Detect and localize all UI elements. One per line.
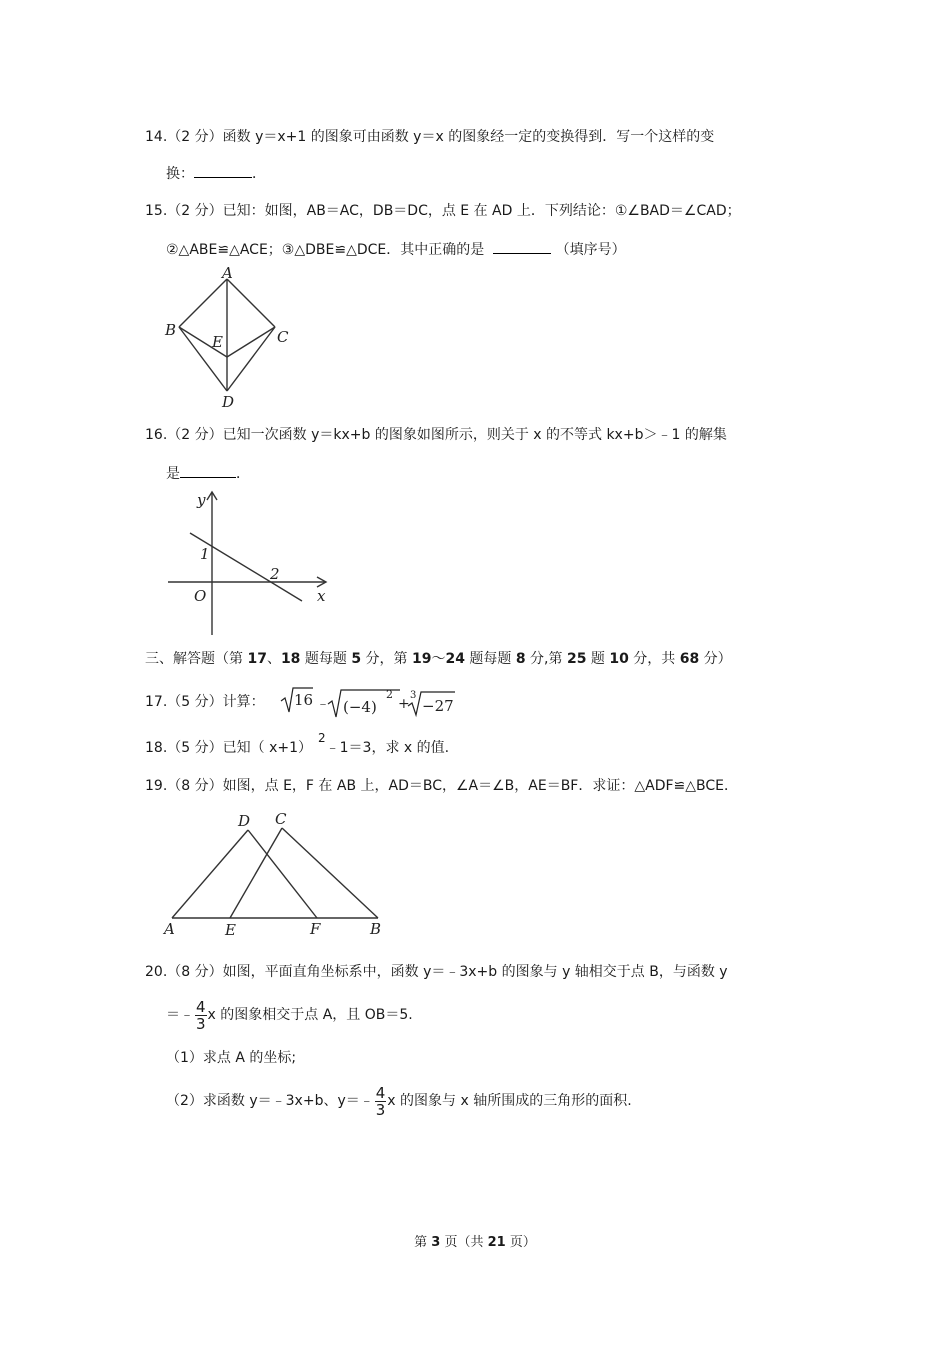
fraction [375,1085,387,1118]
sh-num: 19 [411,651,432,667]
q15-line1: 15.（2 分）已知：如图，AB＝AC，DB＝DC，点 E 在 AD 上．下列结论：①∠BAD＝∠CAD； [145,203,741,219]
q14-line2-suffix: ． [252,166,266,182]
label-D: D [238,812,251,830]
label-A: A [222,265,233,282]
sqrt-radicand-neg4: (−4) [343,698,377,716]
label-x: x [317,587,326,605]
label-B: B [370,920,382,938]
q20-line1: 20.（8 分）如图，平面直角坐标系中，函数 y＝﹣3x+b 的图象与 y 轴相交于点 B，与函数 y [145,964,728,980]
q20-sub2-suffix: x 的图象与 x 轴所围成的三角形的面积. [387,1093,632,1109]
section-heading [145,649,732,669]
q17-prefix: 17.（5 分）计算： [145,694,265,710]
q20-sub2-prefix: （2）求函数 y＝﹣3x+b、y＝﹣ [166,1093,374,1109]
footer-text: 页（共 [440,1235,488,1250]
sh-text: ～ [431,651,446,667]
sh-num: 18 [280,651,301,667]
q19-line1: 19.（8 分）如图，点 E，F 在 AB 上，AD＝BC，∠A＝∠B，AE＝BF．求证：△ADF≌△BCE． [145,778,739,794]
q14-line2-prefix: 换： [166,166,194,182]
answer-blank [180,463,236,478]
q15-line2-suffix: （填序号） [555,242,626,258]
q15-line2 [166,239,626,260]
footer-text: 第 [414,1235,432,1250]
q18-suffix: ﹣1＝3，求 x 的值. [325,740,450,756]
plus-sign: + [398,696,410,712]
sh-text: 题每题 [300,651,352,667]
footer-text: 页） [505,1235,536,1250]
sh-text: 题每题 [464,651,516,667]
sh-text: 分，第 [361,651,412,667]
sh-num: 17 [247,651,267,667]
q16-line2-prefix: 是 [166,466,180,482]
sh-text: 分，共 [628,651,680,667]
sh-num: 68 [679,651,700,667]
label-2: 2 [270,565,280,583]
q14-line1: 14.（2 分）函数 y＝x+1 的图象可由函数 y＝x 的图象经一定的变换得到．写一个这样的变 [145,129,715,145]
page-total: 21 [487,1235,506,1250]
exponent-2: 2 [386,688,393,701]
label-E: E [212,333,223,351]
q16-line1: 16.（2 分）已知一次函数 y＝kx+b 的图象如图所示，则关于 x 的不等式 kx+b＞﹣1 的解集 [145,427,727,443]
q16-line2-suffix: ． [236,466,250,482]
label-E: E [225,921,236,939]
fraction [195,999,207,1032]
label-1: 1 [200,545,210,563]
label-D: D [222,393,235,411]
q16-figure [160,485,340,640]
sh-text: 分,第 [525,651,567,667]
q18-prefix: 18.（5 分）已知（ x+1） [145,740,312,756]
q20-sub2 [166,1084,632,1118]
label-y: y [197,491,206,509]
q14-line2 [166,163,266,184]
q18-line [145,731,450,758]
sh-text: 、 [266,651,281,667]
fraction-denominator: 3 [375,1100,386,1119]
fraction-numerator: 4 [375,1083,386,1102]
q19-figure [160,806,390,941]
cuberoot-radicand: −27 [422,697,454,715]
minus-sign: ﹣ [316,696,330,712]
sh-num: 8 [515,651,526,667]
sh-num: 24 [445,651,465,667]
q20-line2 [166,998,413,1032]
q18-exponent: 2 [318,731,326,745]
q20-sub1: （1）求点 A 的坐标; [166,1050,297,1066]
page-number: 3 [431,1235,441,1250]
fraction-denominator: 3 [196,1014,206,1033]
q15-line2-prefix: ②△ABE≌△ACE；③△DBE≌△DCE．其中正确的是 [166,242,485,258]
label-A: A [164,920,175,938]
label-O: O [194,587,207,605]
label-C: C [277,328,289,346]
sh-num: 10 [609,651,629,667]
q17-expression [280,684,465,720]
page-footer [0,1231,950,1250]
q16-line2 [166,463,250,484]
label-B: B [165,321,177,339]
answer-blank [493,239,551,254]
sh-num: 5 [351,651,362,667]
cuberoot-index: 3 [410,690,417,701]
label-F: F [310,920,321,938]
label-C: C [275,810,287,828]
sh-num: 25 [566,651,587,667]
answer-blank [194,163,252,178]
q15-figure [155,265,305,415]
q20-line2-prefix: ＝﹣ [166,1007,194,1023]
sqrt-radicand-16: 16 [294,691,314,709]
sh-text: 三、解答题（第 [145,651,248,667]
sh-text: 题 [586,651,610,667]
q20-line2-suffix: x 的图象相交于点 A，且 OB＝5. [207,1007,413,1023]
fraction-numerator: 4 [196,997,206,1016]
sh-text: 分） [699,651,732,667]
